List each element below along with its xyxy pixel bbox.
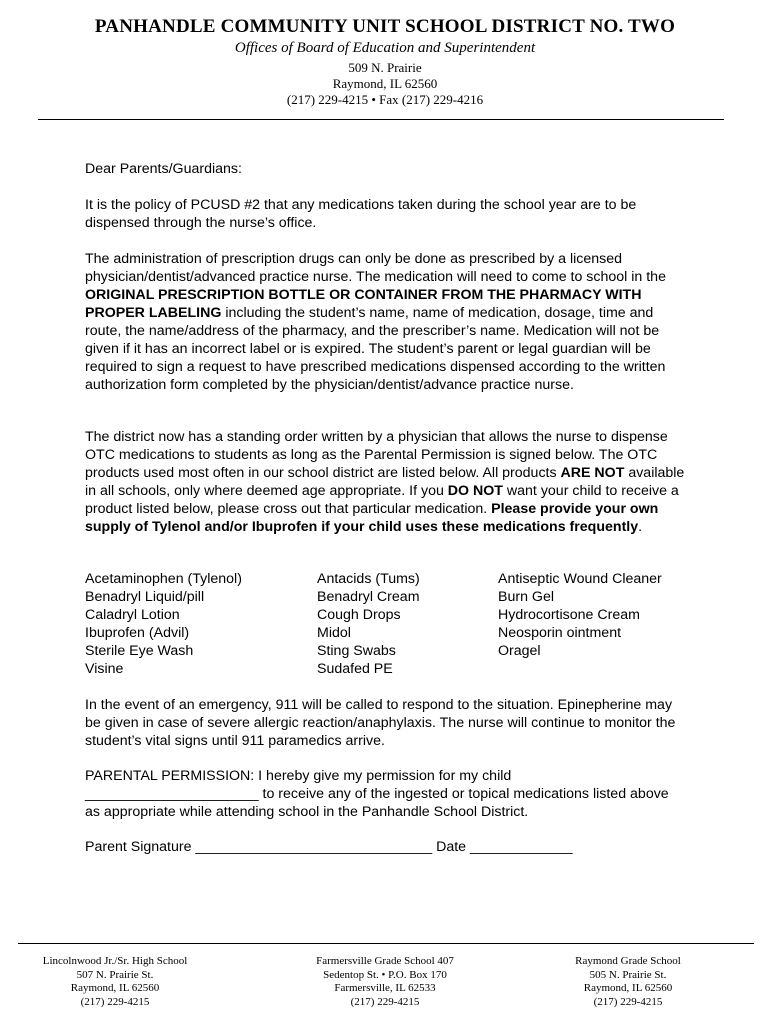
medication-item: Oragel <box>498 643 541 659</box>
greeting: Dear Parents/Guardians: <box>85 161 242 177</box>
medication-item: Cough Drops <box>317 607 401 623</box>
medication-item: Sudafed PE <box>317 661 393 677</box>
medication-item: Caladryl Lotion <box>85 607 180 623</box>
school-phone: (217) 229-4215 <box>350 995 420 1008</box>
signature-date-line: Parent Signature ______________________________ Date _____________ <box>85 839 573 855</box>
prescription-text-a: The administration of prescription drugs can only be done as prescribed by a licensed physician/dentist/advanced practice nurse. The medication will need to come to school in the <box>85 251 666 285</box>
policy-paragraph: It is the policy of PCUSD #2 that any medications taken during the school year are to be dispensed through the nurse’s office. <box>85 197 637 231</box>
school-street: 507 N. Prairie St. <box>76 968 154 981</box>
medication-item: Sterile Eye Wash <box>85 643 194 659</box>
school-street: Sedentop St. • P.O. Box 170 <box>323 968 447 981</box>
school-street: 505 N. Prairie St. <box>589 968 667 981</box>
otc-bold-supply-note: Please provide your own supply of Tylenol and/or Ibuprofen if your child uses these medications frequently <box>85 501 659 535</box>
school-name: Raymond Grade School <box>575 955 681 967</box>
otc-bold-do-not: DO NOT <box>447 483 503 499</box>
district-city: Raymond, IL 62560 <box>332 76 438 91</box>
district-title: PANHANDLE COMMUNITY UNIT SCHOOL DISTRICT NO. TWO <box>94 16 676 37</box>
school-name: Farmersville Grade School 407 <box>316 955 454 967</box>
medication-column-3 <box>498 570 662 660</box>
footer-divider <box>18 943 754 944</box>
district-phone-fax: (217) 229-4215 • Fax (217) 229-4216 <box>286 92 484 107</box>
otc-text-a: The district now has a standing order written by a physician that allows the nurse to dispense OTC medications to students as long as the Parental Permission is signed below. The OTC products used most often in our school district are listed below. All products <box>85 429 668 481</box>
medication-item: Burn Gel <box>498 589 554 605</box>
medication-item: Benadryl Liquid/pill <box>85 589 205 605</box>
school-name: Lincolnwood Jr./Sr. High School <box>42 955 188 967</box>
medication-item: Benadryl Cream <box>317 589 420 605</box>
otc-text-c: want your child to receive a product listed below, please cross out that particular medication. <box>85 483 679 517</box>
medication-item: Antiseptic Wound Cleaner <box>498 571 662 587</box>
emergency-paragraph: In the event of an emergency, 911 will be called to respond to the situation. Epinepherine may be given in case of severe allergic reaction/anaphylaxis. The nurse will continue to monitor the student’s vital signs until 911 paramedics arrive. <box>85 697 676 749</box>
medication-item: Neosporin ointment <box>498 625 622 641</box>
medication-column-2 <box>317 570 420 678</box>
medication-item: Ibuprofen (Advil) <box>85 625 190 641</box>
footer-school-lincolnwood <box>20 955 210 1009</box>
otc-text-d: . <box>638 519 643 535</box>
office-subtitle: Offices of Board of Education and Superintendent <box>234 40 536 56</box>
parental-permission-paragraph: PARENTAL PERMISSION: I hereby give my permission for my child ______________________ to receive any of the ingested or topical medications listed above as appropriate while attending school in the Panhandle School District. <box>85 768 669 820</box>
school-phone: (217) 229-4215 <box>593 995 663 1008</box>
letterhead-divider <box>38 119 724 120</box>
medication-item: Midol <box>317 625 351 641</box>
school-city: Farmersville, IL 62533 <box>334 982 436 994</box>
school-city: Raymond, IL 62560 <box>583 982 673 994</box>
otc-paragraph <box>85 428 685 536</box>
medication-item: Sting Swabs <box>317 643 396 659</box>
otc-bold-are-not: ARE NOT <box>560 465 625 481</box>
school-phone: (217) 229-4215 <box>80 995 150 1008</box>
prescription-text-b: including the student’s name, name of medication, dosage, time and route, the name/address of the pharmacy, and the prescriber’s name. Medication will not be given if it has an incorrect label or is expired. The student’s parent or legal guardian will be required to sign a request to have prescribed medications dispensed according to the written authorization form completed by the physician/dentist/advance practice nurse. <box>85 305 666 393</box>
medication-column-1 <box>85 570 242 678</box>
medication-item: Hydrocortisone Cream <box>498 607 640 623</box>
medication-item: Visine <box>85 661 124 677</box>
medication-item: Acetaminophen (Tylenol) <box>85 571 242 587</box>
prescription-bold-text: ORIGINAL PRESCRIPTION BOTTLE OR CONTAINER FROM THE PHARMACY WITH PROPER LABELING <box>85 287 642 321</box>
district-street: 509 N. Prairie <box>348 60 422 75</box>
otc-text-b: available in all schools, only where deemed age appropriate. If you <box>85 465 685 499</box>
footer-school-farmersville <box>290 955 480 1009</box>
prescription-paragraph <box>85 250 685 394</box>
footer-school-raymond <box>548 955 708 1009</box>
school-city: Raymond, IL 62560 <box>70 982 160 994</box>
medication-item: Antacids (Tums) <box>317 571 420 587</box>
